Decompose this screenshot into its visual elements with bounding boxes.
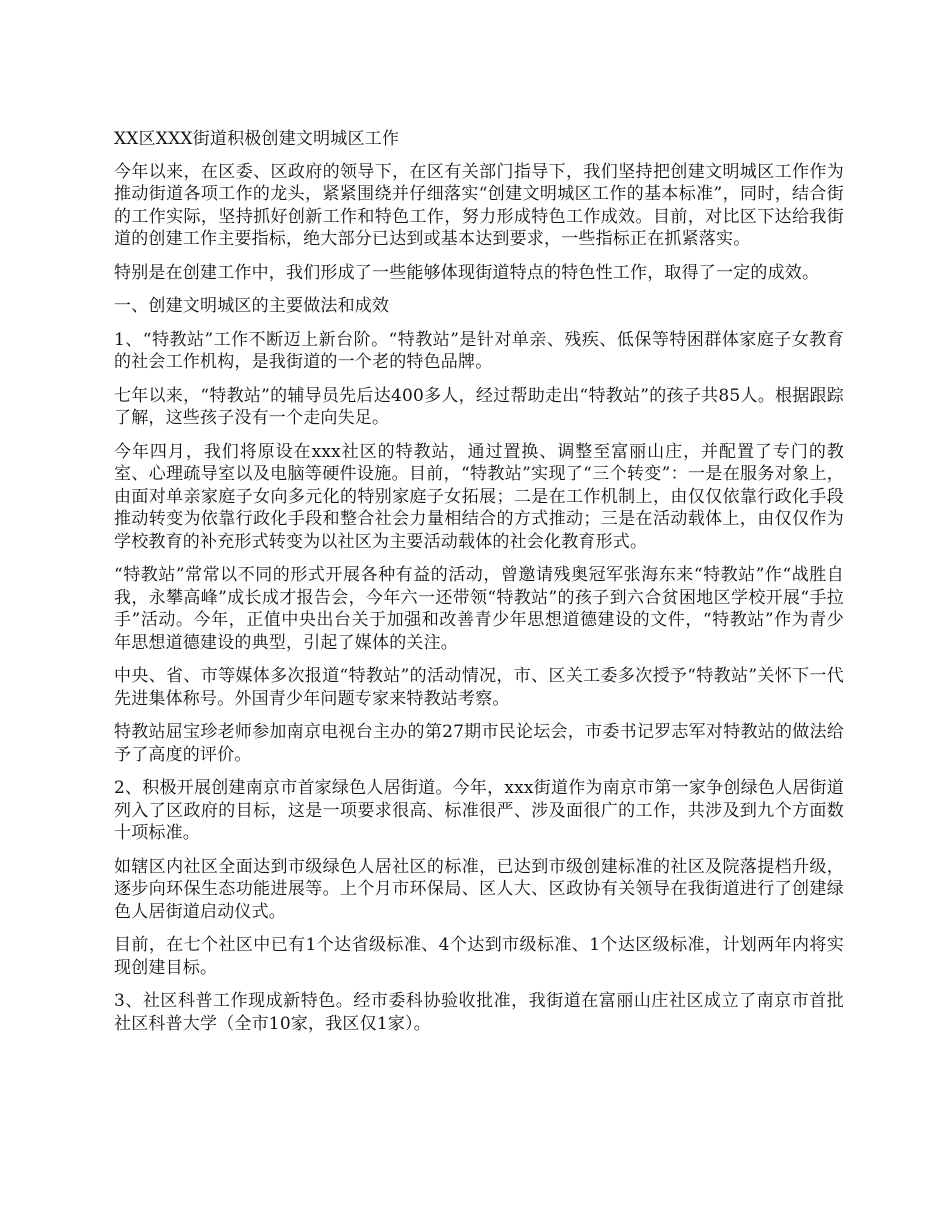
paragraph-2: 特别是在创建工作中，我们形成了一些能够体现街道特点的特色性工作，取得了一定的成效。 <box>114 262 820 283</box>
paragraph-10: 如辖区内社区全面达到市级绿色人居社区的标准，已达到市级创建标准的社区及院落提档升级，逐步向环保生态功能进展等。上个月市环保局、区人大、区政协有关领导在我街道进行了创建绿色人居街道启动仪式。 <box>114 856 844 922</box>
paragraph-6: “特教站”常常以不同的形式开展各种有益的活动，曾邀请残奥冠军张海东来“特教站”作“战胜自我，永攀高峰”成长成才报告会，今年六一还带领“特教站”的孩子到六合贫困地区学校开展“手拉手”活动。今年，正值中央出台关于加强和改善青少年思想道德建设的文件，“特教站”作为青少年思想道德建设的典型，引起了媒体的关注。 <box>114 565 844 653</box>
paragraph-11: 目前，在七个社区中已有1个达省级标准、4个达到市级标准、1个达区级标准，计划两年内将实现创建目标。 <box>114 935 844 978</box>
paragraph-4: 七年以来，“特教站”的辅导员先后达400多人，经过帮助走出“特教站”的孩子共85人。根据跟踪了解，这些孩子没有一个走向失足。 <box>114 385 844 428</box>
section-heading: 一、创建文明城区的主要做法和成效 <box>114 296 390 316</box>
paragraph-7: 中央、省、市等媒体多次报道“特教站”的活动情况，市、区关工委多次授予“特教站”关怀下一代先进集体称号。外国青少年问题专家来特教站考察。 <box>114 666 844 709</box>
paragraph-9: 2、积极开展创建南京市首家绿色人居街道。今年，xxx街道作为南京市第一家争创绿色人居街道列入了区政府的目标，这是一项要求很高、标准很严、涉及面很广的工作，共涉及到九个方面数十项标准。 <box>114 778 844 843</box>
paragraph-5: 今年四月，我们将原设在xxx社区的特教站，通过置换、调整至富丽山庄，并配置了专门的教室、心理疏导室以及电脑等硬件设施。目前，“特教站”实现了“三个转变”：一是在服务对象上，由面对单亲家庭子女向多元化的特别家庭子女拓展；二是在工作机制上，由仅仅依靠行政化手段推动转变为依靠行政化手段和整合社会力量相结合的方式推动；三是在活动载体上，由仅仅作为学校教育的补充形式转变为以社区为主要活动载体的社会化教育形式。 <box>114 441 844 552</box>
paragraph-1: 今年以来，在区委、区政府的领导下，在区有关部门指导下，我们坚持把创建文明城区工作作为推动街道各项工作的龙头，紧紧围绕并仔细落实“创建文明城区工作的基本标准”，同时，结合街的工作实际，坚持抓好创新工作和特色工作，努力形成特色工作成效。目前，对比区下达给我街道的创建工作主要指标，绝大部分已达到或基本达到要求，一些指标正在抓紧落实。 <box>114 161 844 249</box>
paragraph-12: 3、社区科普工作现成新特色。经市委科协验收批准，我街道在富丽山庄社区成立了南京市首批社区科普大学（全市10家，我区仅1家）。 <box>114 991 844 1034</box>
document-title: XX区XXX街道积极创建文明城区工作 <box>114 129 400 149</box>
paragraph-8: 特教站屈宝珍老师参加南京电视台主办的第27期市民论坛会，市委书记罗志军对特教站的做法给予了高度的评价。 <box>114 722 844 765</box>
paragraph-3: 1、“特教站”工作不断迈上新台阶。“特教站”是针对单亲、残疾、低保等特困群体家庭子女教育的社会工作机构，是我街道的一个老的特色品牌。 <box>114 329 844 372</box>
document-page <box>114 128 844 1046</box>
